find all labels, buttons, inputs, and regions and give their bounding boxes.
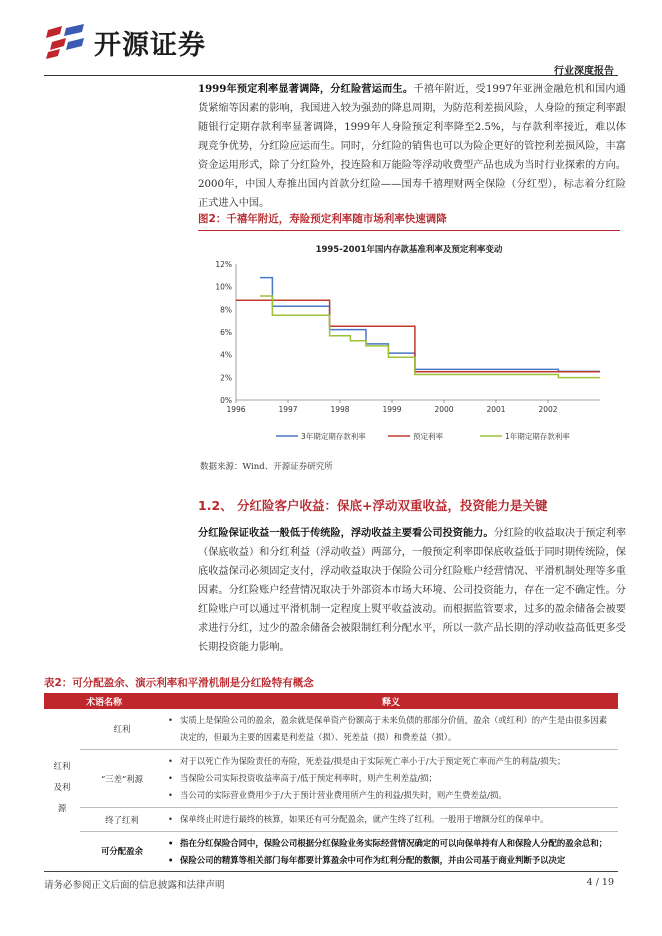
body-paragraph — [198, 524, 626, 657]
series-line — [260, 278, 600, 372]
y-tick-label: 12% — [215, 260, 232, 269]
term-name: 红利 — [113, 724, 131, 734]
header-definition: 释义 — [381, 697, 400, 708]
group-label-part: 红利 — [53, 760, 71, 771]
header-term: 术语名称 — [85, 697, 122, 708]
x-tick-label: 1997 — [278, 405, 298, 414]
chart-title: 1995-2001年国内存款基准利率及预定利率变动 — [315, 245, 503, 255]
intro-body: 千禧年附近，受1997年亚洲金融危机和国内通货紧缩等因素的影响，我国进入较为强劲的降息周期，为防范利差损风险，人身险的预定利率跟随银行定期存款利率显著调降，1999年人身险预定利率降至2.5%，与存款利率接近，难以体现竞争优势，分红险应运而生。同时，分红险的销售也可以为险企更好的管控利差损风险，丰富资金运用形式，除了分红险外，投连险和万能险等浮动收费型产品也成为当时行业探索的方向。2000年，中国人寿推出国内首款分红险——国寿千禧理财两全保险（分红型），标志着分红险正式进入中国。 — [198, 84, 626, 209]
definition-bullet — [168, 852, 614, 869]
legend-label: 1年期定期存款利率 — [505, 432, 570, 441]
para2-lead: 分红险保证收益一般低于传统险，浮动收益主要看公司投资能力。 — [198, 527, 494, 539]
legend-label: 预定利率 — [413, 432, 443, 441]
term-definition — [164, 808, 618, 831]
bullet-text: 当公司的实际营业费用少于/大于预计营业费用所产生的利益/损失时，则产生费差益/损。 — [180, 790, 507, 800]
footer-divider — [44, 871, 618, 872]
bullet-dot-icon: • — [168, 855, 174, 865]
table-row — [80, 709, 618, 750]
y-tick-label: 0% — [220, 396, 232, 405]
rate-chart-svg — [198, 234, 620, 454]
group-label — [44, 727, 80, 847]
term-name: 可分配盈余 — [101, 846, 143, 856]
rate-chart — [198, 234, 620, 454]
intro-paragraph — [198, 80, 626, 213]
group-label-part: 及利 — [53, 781, 71, 792]
y-tick-label: 6% — [220, 328, 232, 337]
bullet-dot-icon: • — [168, 814, 173, 824]
y-tick-label: 4% — [220, 350, 232, 360]
definition-bullet — [168, 753, 614, 770]
series-line — [236, 300, 600, 371]
table-body — [44, 709, 618, 870]
term-name: 终了红利 — [105, 814, 139, 825]
definition-bullet — [168, 770, 614, 787]
bullet-dot-icon: • — [168, 715, 173, 725]
bullet-text: 当保险公司实际投资收益率高于/低于预定利率时，则产生利差益/损； — [180, 773, 437, 783]
figure-source: 数据来源：Wind、开源证券研究所 — [200, 462, 333, 472]
y-tick-label: 8% — [220, 305, 232, 315]
y-tick-label: 10% — [215, 282, 232, 292]
x-tick-label: 1998 — [330, 405, 350, 414]
y-tick-label: 2% — [220, 373, 232, 383]
header-divider — [44, 75, 618, 76]
report-type-label: 行业深度报告 — [554, 66, 614, 77]
bullet-text: 指在分红保险合同中，保险公司根据分红保险业务实际经营情况确定的可以向保单持有人和保险人分配的盈余总和； — [180, 838, 608, 848]
term-name: “三差”利源 — [100, 773, 144, 784]
bullet-dot-icon: • — [168, 756, 173, 766]
term-definition — [164, 709, 618, 749]
legend-label: 3年期定期存款利率 — [301, 432, 366, 441]
x-tick-label: 1996 — [226, 405, 246, 414]
table-row — [80, 750, 618, 808]
bullet-dot-icon: • — [168, 838, 174, 848]
bullet-text: 保单终止时进行最终的核算，如果还有可分配盈余，就产生终了红利。一般用于增额分红的保单中。 — [180, 814, 549, 824]
definition-bullet — [168, 811, 614, 828]
section-heading: 1.2、 分红险客户收益：保底+浮动双重收益，投资能力是关键 — [198, 498, 548, 513]
term-table — [44, 693, 618, 870]
bullet-text: 实质上是保险公司的盈余，盈余就是保单资产份额高于未来负债的那部分价值，盈余（或红利）的产生是由很多因素决定的，但最为主要的因素是利差益（损）、死差益（损）和费差益（损）。 — [180, 715, 608, 742]
table-row — [80, 808, 618, 832]
x-tick-label: 1999 — [382, 405, 402, 414]
table-caption: 表2：可分配盈余、演示利率和平滑机制是分红险特有概念 — [44, 677, 314, 689]
definition-bullet — [168, 835, 614, 852]
brand-name: 开源证券 — [94, 29, 206, 61]
definition-bullet — [168, 787, 614, 804]
term-definition — [164, 750, 618, 807]
bullet-text: 对于以死亡作为保险责任的寿险，死差益/损是由于实际死亡率小于/大于预定死亡率而产生的利益/损失； — [180, 756, 566, 766]
page-number: 4 / 19 — [586, 877, 614, 888]
series-line — [260, 296, 600, 378]
table-header — [44, 693, 618, 709]
intro-lead: 1999年预定利率显著调降，分红险营运而生。 — [198, 83, 414, 95]
term-definition — [164, 832, 618, 870]
bullet-dot-icon: • — [168, 773, 173, 783]
table-rows — [80, 709, 618, 870]
x-tick-label: 2000 — [434, 405, 454, 414]
para2-body: 分红险的收益取决于预定利率（保底收益）和分红利益（浮动收益）两部分，一般预定利率即保底收益低于同时期传统险，保底收益保司必须固定支付，浮动收益取决于保险公司分红险账户经营情况、平滑机制处理等多重因素。分红险账户经营情况取决于外部资本市场大环境、公司投资能力，存在一定不确定性。分红险账户可以通过平滑机制一定程度上熨平收益波动。而根据监管要求，过多的盈余储备会被要求进行分红，过少的盈余储备会被限制红利分配水平，所以一款产品长期的浮动收益高低更多受长期投资能力影响。 — [198, 528, 627, 653]
x-tick-label: 2002 — [538, 405, 558, 414]
brand-logo — [44, 22, 254, 62]
logo-mark-icon — [44, 22, 88, 62]
bullet-dot-icon: • — [168, 790, 173, 800]
x-tick-label: 2001 — [486, 405, 506, 414]
group-label-part: 源 — [57, 802, 67, 813]
bullet-text: 保险公司的精算等相关部门每年都要计算盈余中可作为红利分配的数额，并由公司基于商业判断予以决定 — [180, 855, 566, 865]
footer-disclaimer: 请务必参阅正文后面的信息披露和法律声明 — [44, 880, 225, 891]
figure-caption: 图2：千禧年附近，寿险预定利率随市场利率快速调降 — [198, 211, 620, 231]
table-row — [80, 832, 618, 870]
definition-bullet — [168, 712, 614, 746]
